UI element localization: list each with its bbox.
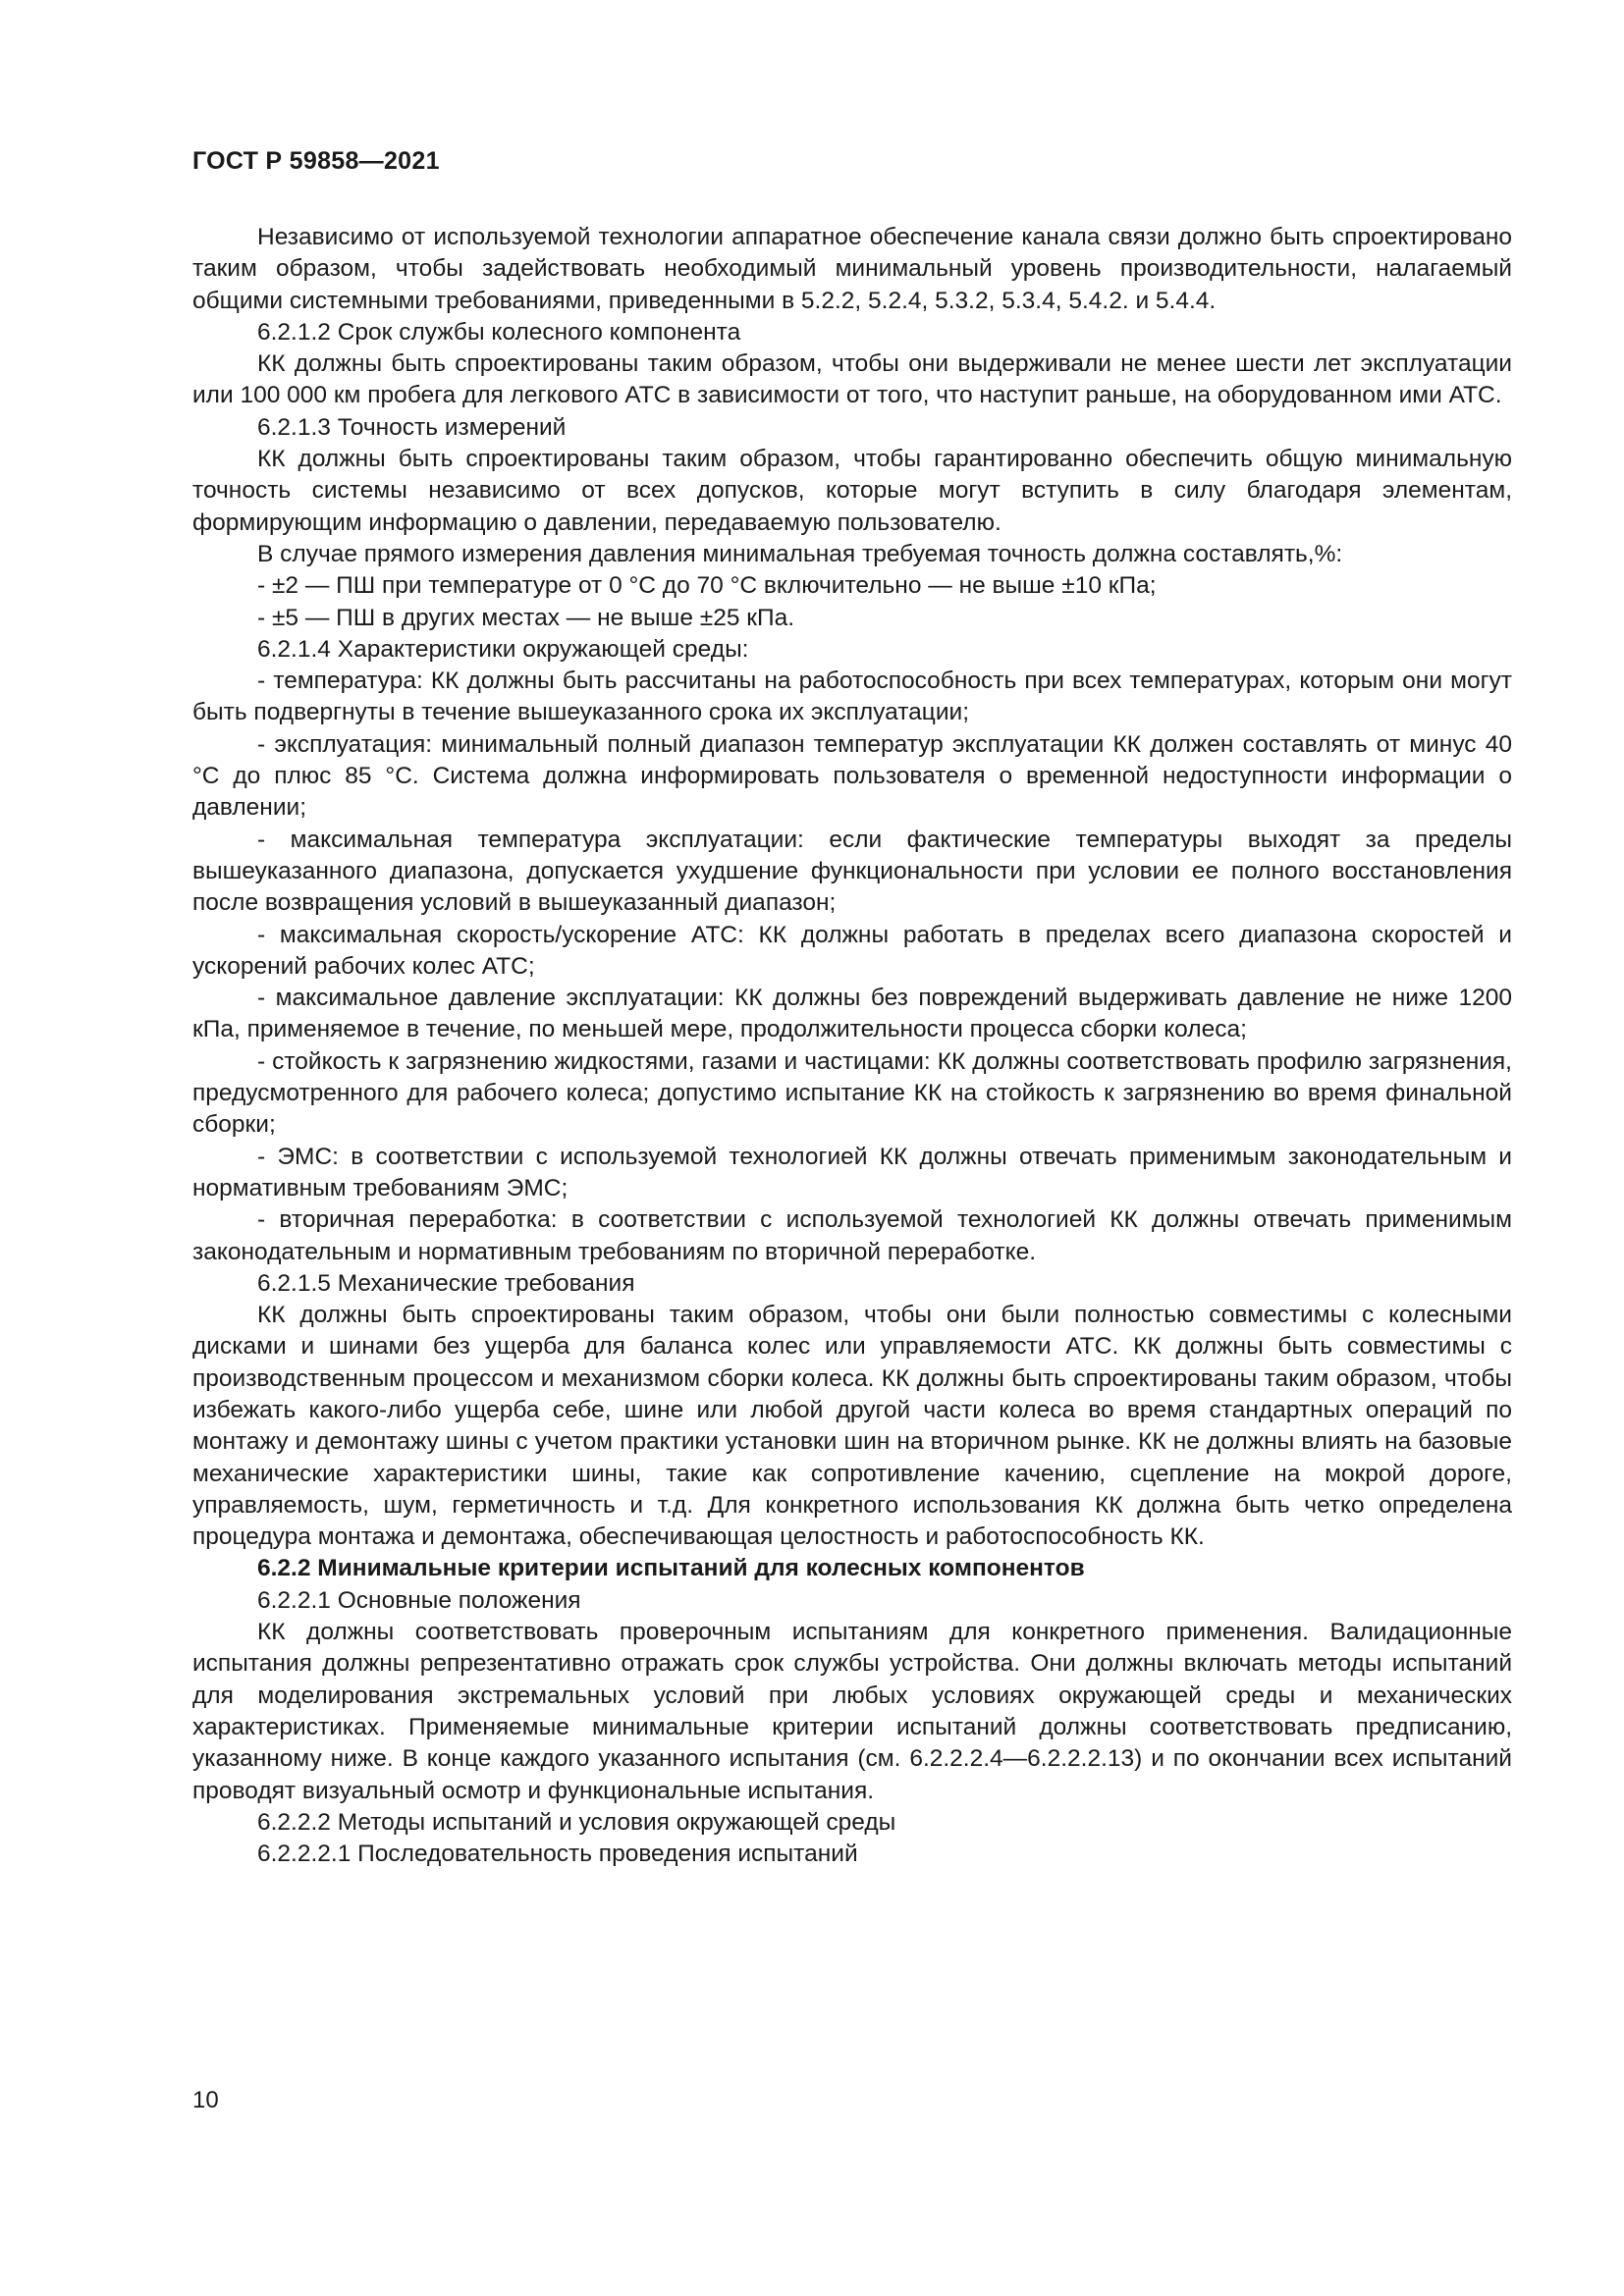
- paragraph: КК должны соответствовать проверочным испытаниям для конкретного применения. Валидационные испытания должны репрезентативно отражать срок службы устройства. Они должны включать методы испытаний для моделирования экстремальных условий при любых условиях окружающей среды и механических характеристиках. Применяемые минимальные критерии испытаний должны соответствовать предписанию, указанному ниже. В конце каждого указанного испытания (см. 6.2.2.2.4—6.2.2.2.13) и по окончании всех испытаний проводят визуальный осмотр и функциональные испытания.: [192, 1619, 1512, 1804]
- section-heading-6-2-2-2-1: 6.2.2.2.1 Последовательность проведения испытаний: [257, 1841, 858, 1868]
- list-item: - ±2 — ПШ при температуре от 0 °С до 70 °С включительно — не выше ±10 кПа;: [257, 572, 1157, 600]
- paragraph: В случае прямого измерения давления минимальная требуемая точность должна составлять,%:: [257, 540, 1343, 567]
- paragraph: КК должны быть спроектированы таким образом, чтобы гарантированно обеспечить общую минимальную точность системы независимо от всех допусков, которые могут вступить в силу благодаря элементам, формирующим информацию о давлении, передаваемую пользователю.: [192, 446, 1512, 536]
- list-item: - температура: КК должны быть рассчитаны на работоспособность при всех температурах, которым они могут быть подвергнуты в течение вышеуказанного срока их эксплуатации;: [192, 667, 1512, 726]
- section-heading-6-2-2-2: 6.2.2.2 Методы испытаний и условия окружающей среды: [257, 1808, 896, 1836]
- section-heading-6-2-1-2: 6.2.1.2 Срок службы колесного компонента: [257, 318, 741, 346]
- list-item: - стойкость к загрязнению жидкостями, газами и частицами: КК должны соответствовать профилю загрязнения, предусмотренного для рабочего колеса; допустимо испытание КК на стойкость к загрязнению во время финальной сборки;: [192, 1047, 1512, 1139]
- page-number: 10: [192, 2087, 219, 2113]
- paragraph: КК должны быть спроектированы таким образом, чтобы они выдерживали не менее шести лет эксплуатации или 100 000 км пробега для легкового АТС в зависимости от того, что наступит раньше, на оборудованном ими АТС.: [192, 350, 1512, 409]
- section-heading-6-2-1-5: 6.2.1.5 Механические требования: [257, 1269, 635, 1297]
- paragraph: КК должны быть спроектированы таким образом, чтобы они были полностью совместимы с колесными дисками и шинами без ущерба для баланса колес или управляемости АТС. КК должны быть совместимы с производственным процессом и механизмом сборки колеса. КК должны быть спроектированы таким образом, чтобы избежать какого-либо ущерба себе, шине или любой другой части колеса во время стандартных операций по монтажу и демонтажу шины с учетом практики установки шин на вторичном рынке. КК не должны влиять на базовые механические характеристики шины, такие как сопротивление качению, сцепление на мокрой дороге, управляемость, шум, герметичность и т.д. Для конкретного использования КК должна быть четко определена процедура монтажа и демонтажа, обеспечивающая целостность и работоспособность КК.: [192, 1302, 1512, 1551]
- section-heading-6-2-1-3: 6.2.1.3 Точность измерений: [257, 413, 567, 441]
- document-body: [192, 222, 1512, 1870]
- list-item: - максимальное давление эксплуатации: КК должны без повреждений выдерживать давление не ниже 1200 кПа, применяемое в течение, по меньшей мере, продолжительности процесса сборки колеса;: [192, 985, 1512, 1043]
- list-item: - эксплуатация: минимальный полный диапазон температур эксплуатации КК должен составлять от минус 40 °С до плюс 85 °С. Система должна информировать пользователя о временной недоступности информации о давлении;: [192, 730, 1512, 822]
- section-heading-6-2-1-4: 6.2.1.4 Характеристики окружающей среды:: [257, 635, 749, 663]
- list-item: - ±5 — ПШ в других местах — не выше ±25 кПа.: [257, 604, 795, 631]
- paragraph: Независимо от используемой технологии аппаратное обеспечение канала связи должно быть спроектировано таким образом, чтобы задействовать необходимый минимальный уровень производительности, налагаемый общими системными требованиями, приведенными в 5.2.2, 5.2.4, 5.3.2, 5.3.4, 5.4.2. и 5.4.4.: [192, 224, 1512, 314]
- section-heading-6-2-2-1: 6.2.2.1 Основные положения: [257, 1586, 581, 1614]
- section-heading-6-2-2: 6.2.2 Минимальные критерии испытаний для колесных компонентов: [257, 1555, 1085, 1582]
- document-header: ГОСТ Р 59858—2021: [192, 147, 440, 175]
- list-item: - ЭМС: в соответствии с используемой технологией КК должны отвечать применимым законодательным и нормативным требованиям ЭМС;: [192, 1143, 1512, 1201]
- list-item: - вторичная переработка: в соответствии с используемой технологией КК должны отвечать применимым законодательным и нормативным требованиям по вторичной переработке.: [192, 1206, 1512, 1265]
- list-item: - максимальная температура эксплуатации: если фактические температуры выходят за пределы вышеуказанного диапазона, допускается ухудшение функциональности при условии ее полного восстановления после возвращения условий в вышеуказанный диапазон;: [192, 826, 1512, 917]
- list-item: - максимальная скорость/ускорение АТС: КК должны работать в пределах всего диапазона скоростей и ускорений рабочих колес АТС;: [192, 921, 1512, 980]
